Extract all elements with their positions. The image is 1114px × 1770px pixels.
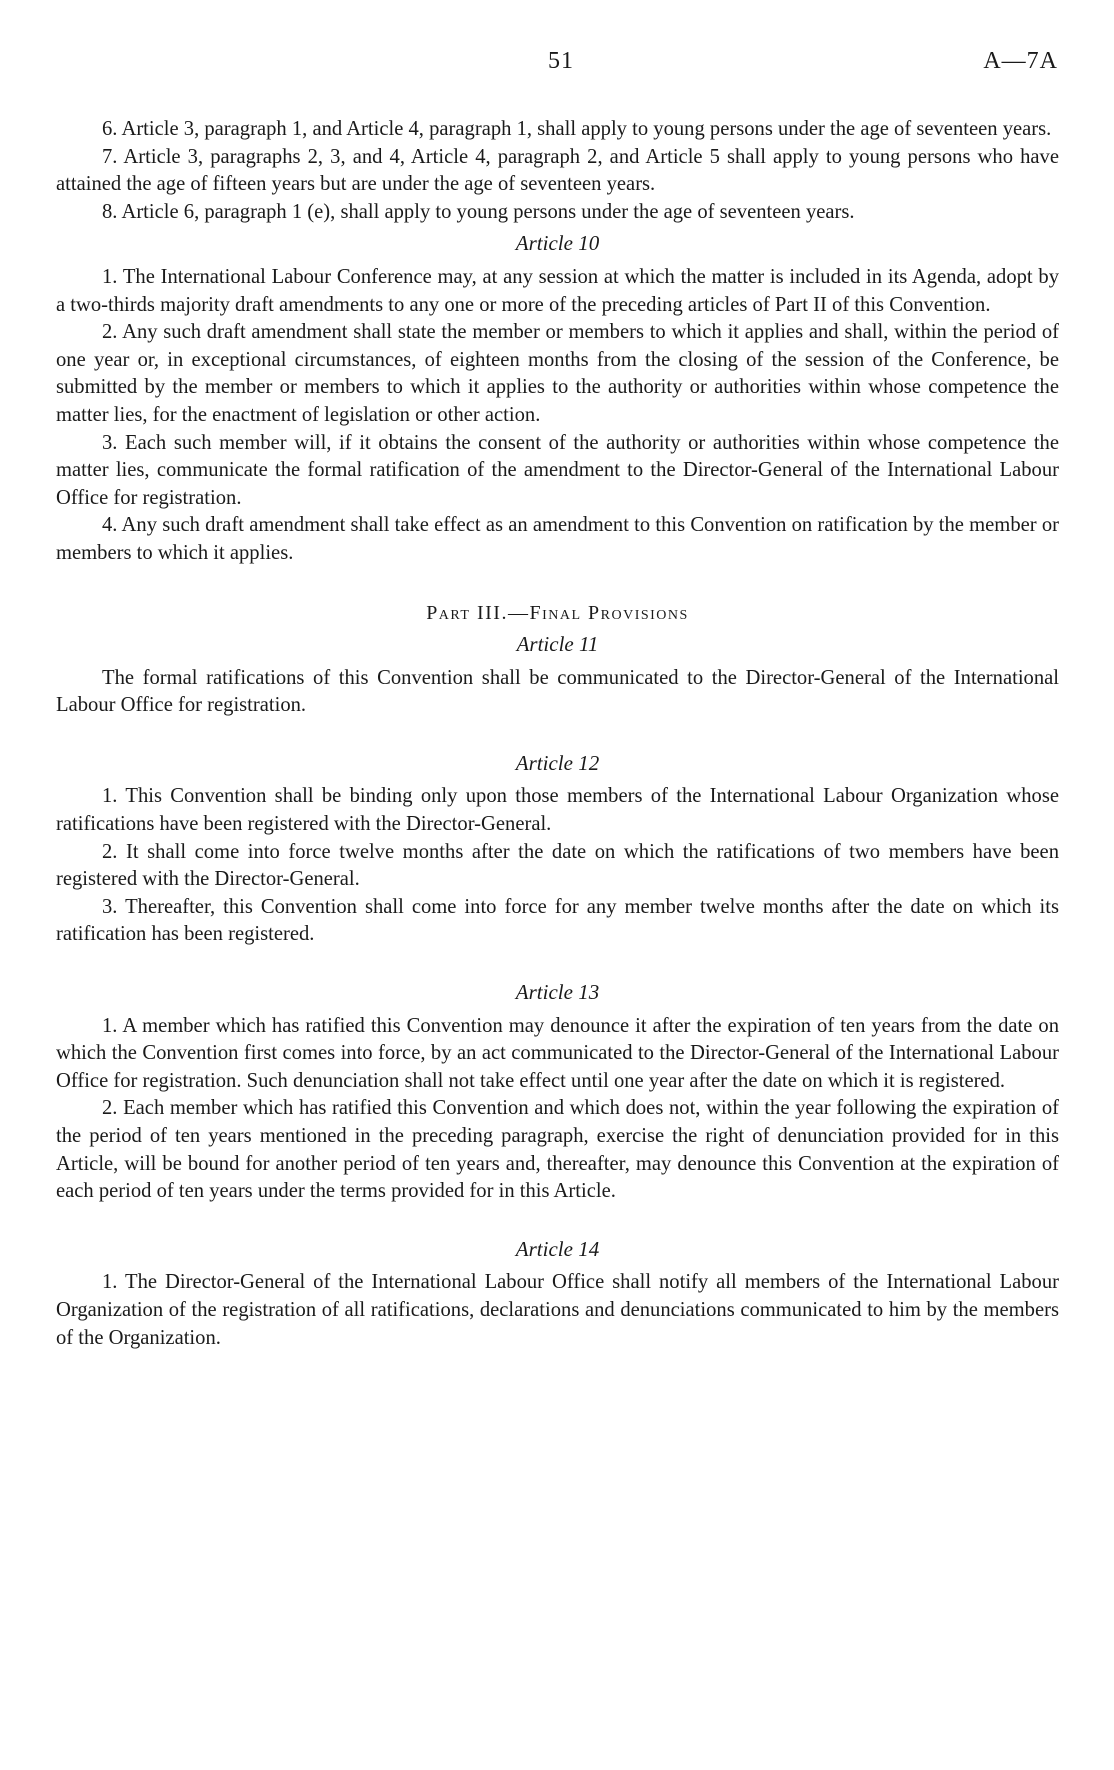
page-number: 51 (548, 48, 574, 74)
article-13-heading: Article 13 (515, 980, 600, 1005)
article-13-paragraph-2: 2. Each member which has ratified this Convention and which does not, within the year following the expiration of the period of ten years mentioned in the preceding paragraph, exercise the right of denunciation provided for in this Article, will be bound for another period of ten years and, thereafter, may denounce this Convention at the expiration of each period of ten years under the terms provided for in this Article. (56, 1097, 1059, 1203)
article-10-heading: Article 10 (515, 231, 600, 256)
article-10-paragraph-1: 1. The International Labour Conference may, at any session at which the matter is included in its Agenda, adopt by a two-thirds majority draft amendments to any one or more of the preceding articles of Part II of this Convention. (56, 265, 1059, 316)
article-12-paragraph-2: 2. It shall come into force twelve months after the date on which the ratifications of two members have been registered with the Director-General. (56, 840, 1059, 891)
article-12-heading: Article 12 (515, 750, 600, 775)
paragraph-8: 8. Article 6, paragraph 1 (e), shall apply to young persons under the age of seventeen years. (102, 200, 855, 223)
article-11-heading: Article 11 (516, 632, 599, 657)
article-14-heading: Article 14 (515, 1236, 600, 1261)
article-13-paragraph-1: 1. A member which has ratified this Convention may denounce it after the expiration of ten years from the date on which the Convention first comes into force, by an act communicated to the Director-General of the International Labour Office for registration. Such denunciation shall not take effect until one year after the date on which it is registered. (56, 1014, 1059, 1092)
document-body (56, 116, 1059, 1352)
article-12-paragraph-3: 3. Thereafter, this Convention shall come into force for any member twelve months after the date on which its ratification has been registered. (56, 895, 1059, 946)
document-reference: A—7A (983, 48, 1058, 74)
article-14-paragraph-1: 1. The Director-General of the International Labour Office shall notify all members of the International Labour Organization of the registration of all ratifications, declarations and denunciations communicated to him by the members of the Organization. (56, 1271, 1059, 1349)
page-header (0, 48, 1114, 84)
article-11-paragraph-1: The formal ratifications of this Convention shall be communicated to the Director-General of the International Labour Office for registration. (56, 666, 1059, 717)
paragraph-7: 7. Article 3, paragraphs 2, 3, and 4, Article 4, paragraph 2, and Article 5 shall apply to young persons who have attained the age of fifteen years but are under the age of seventeen years. (56, 145, 1059, 196)
paragraph-6: 6. Article 3, paragraph 1, and Article 4, paragraph 1, shall apply to young persons under the age of seventeen years. (102, 118, 1052, 140)
article-12-paragraph-1: 1. This Convention shall be binding only upon those members of the International Labour Organization whose ratifications have been registered with the Director-General. (56, 785, 1059, 836)
article-10-paragraph-2: 2. Any such draft amendment shall state the member or members to which it applies and shall, within the period of one year or, in exceptional circumstances, of eighteen months from the closing of the session of the Conference, be submitted by the member or members to which it applies to the authority or authorities within whose competence the matter lies, for the enactment of legislation or other action. (56, 321, 1059, 426)
article-10-paragraph-4: 4. Any such draft amendment shall take effect as an amendment to this Convention on ratification by the member or members to which it applies. (56, 514, 1059, 564)
part-3-heading: Part III.—Final Provisions (426, 601, 689, 624)
article-10-paragraph-3: 3. Each such member will, if it obtains the consent of the authority or authorities within whose competence the matter lies, communicate the formal ratification of the amendment to the Director-General of the International Labour Office for registration. (56, 431, 1059, 509)
